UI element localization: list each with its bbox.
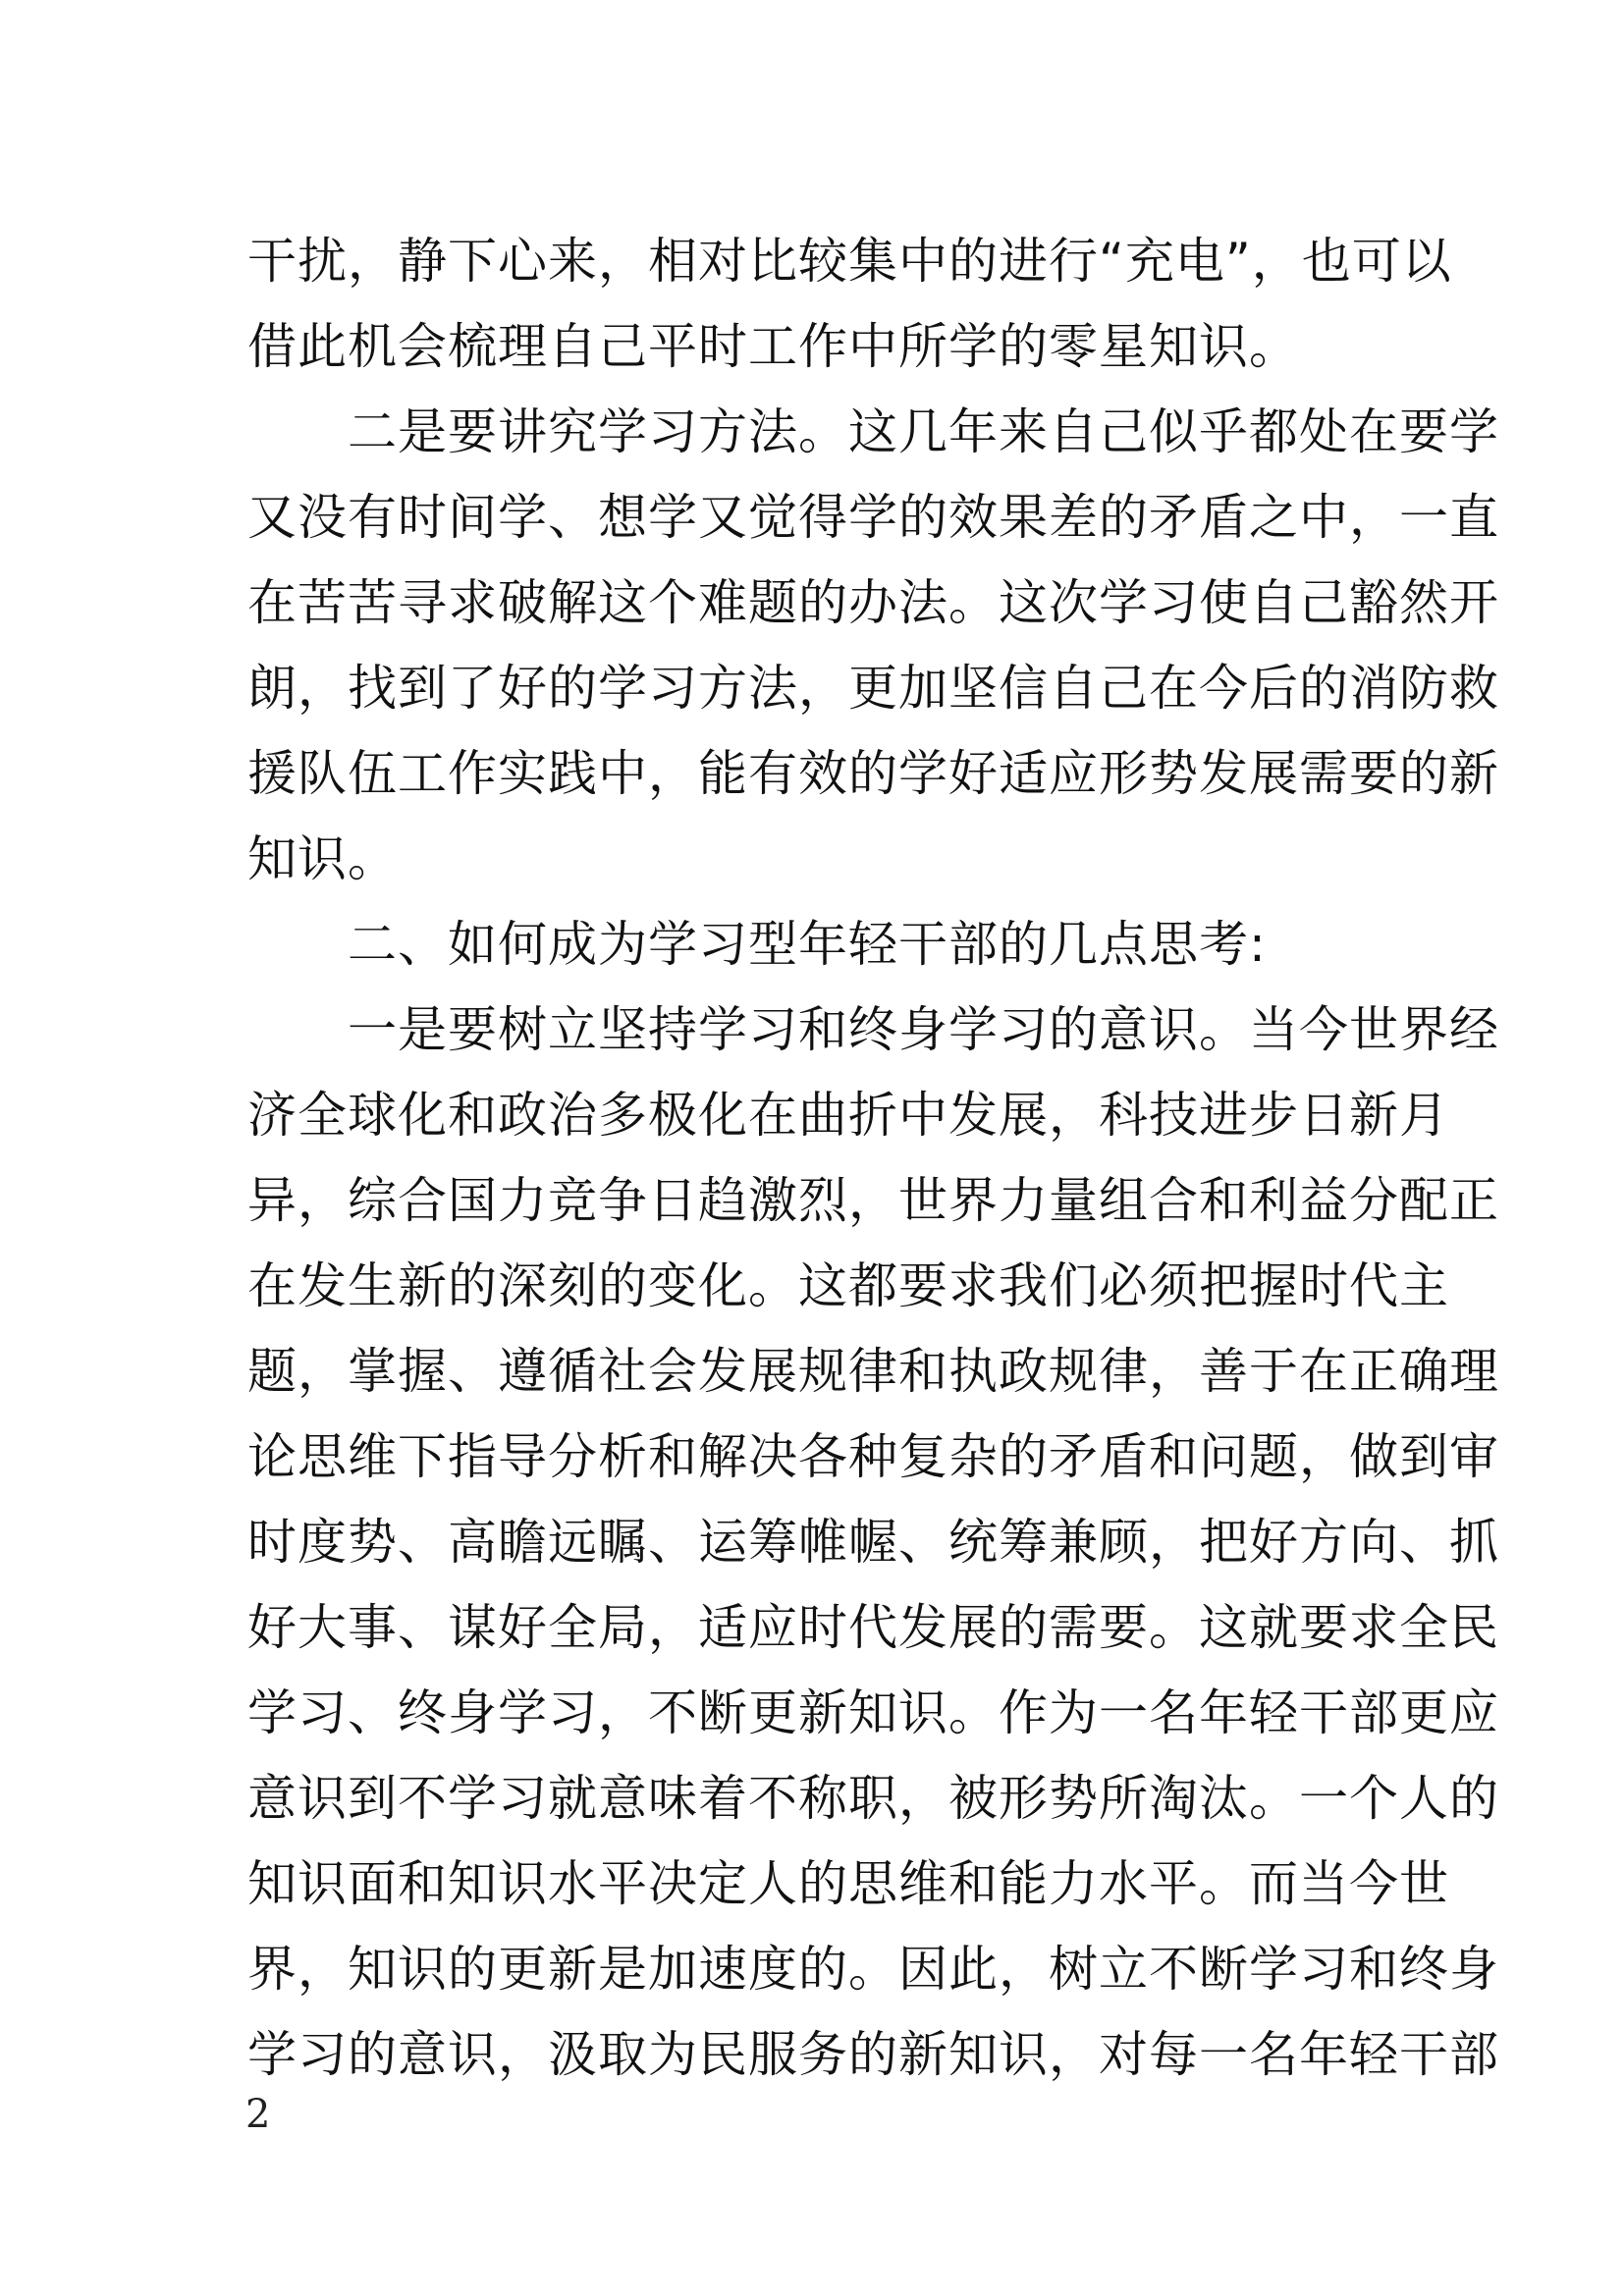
text-line: 借此机会梳理自己平时工作中所学的零星知识。 bbox=[247, 318, 1299, 375]
text-line: 学习的意识，汲取为民服务的新知识，对每一名年轻干部 bbox=[247, 2026, 1499, 2083]
text-line: 意识到不学习就意味着不称职，被形势所淘汰。一个人的 bbox=[247, 1770, 1499, 1827]
text-line: 又没有时间学、想学又觉得学的效果差的矛盾之中，一直 bbox=[247, 489, 1499, 546]
text-line: 好大事、谋好全局，适应时代发展的需要。这就要求全民 bbox=[247, 1599, 1499, 1656]
text-line: 时度势、高瞻远瞩、运筹帷幄、统筹兼顾，把好方向、抓 bbox=[247, 1514, 1499, 1571]
text-line: 援队伍工作实践中，能有效的学好适应形势发展需要的新 bbox=[247, 745, 1499, 802]
text-line: 知识面和知识水平决定人的思维和能力水平。而当今世 bbox=[247, 1855, 1449, 1912]
text-line: 在苦苦寻求破解这个难题的办法。这次学习使自己豁然开 bbox=[247, 574, 1499, 631]
text-line: 界，知识的更新是加速度的。因此，树立不断学习和终身 bbox=[247, 1941, 1499, 1998]
text-line: 论思维下指导分析和解决各种复杂的矛盾和问题，做到审 bbox=[247, 1428, 1499, 1485]
page-number: 2 bbox=[245, 2092, 271, 2137]
text-line: 在发生新的深刻的变化。这都要求我们必须把握时代主 bbox=[247, 1257, 1449, 1314]
text-line: 学习、终身学习，不断更新知识。作为一名年轻干部更应 bbox=[247, 1684, 1499, 1741]
text-line: 一是要树立坚持学习和终身学习的意识。当今世界经 bbox=[247, 1001, 1499, 1058]
section-heading: 二、如何成为学习型年轻干部的几点思考: bbox=[247, 916, 1267, 973]
text-line: 二是要讲究学习方法。这几年来自己似乎都处在要学 bbox=[247, 403, 1499, 460]
text-line: 知识。 bbox=[247, 830, 398, 887]
text-line: 题，掌握、遵循社会发展规律和执政规律，善于在正确理 bbox=[247, 1343, 1499, 1400]
text-line: 朗，找到了好的学习方法，更加坚信自己在今后的消防救 bbox=[247, 660, 1499, 717]
text-line: 异，综合国力竞争日趋激烈，世界力量组合和利益分配正 bbox=[247, 1172, 1499, 1229]
text-line: 干扰，静下心来，相对比较集中的进行“充电”，也可以 bbox=[247, 233, 1452, 290]
text-line: 济全球化和政治多极化在曲折中发展，科技进步日新月 bbox=[247, 1087, 1449, 1144]
